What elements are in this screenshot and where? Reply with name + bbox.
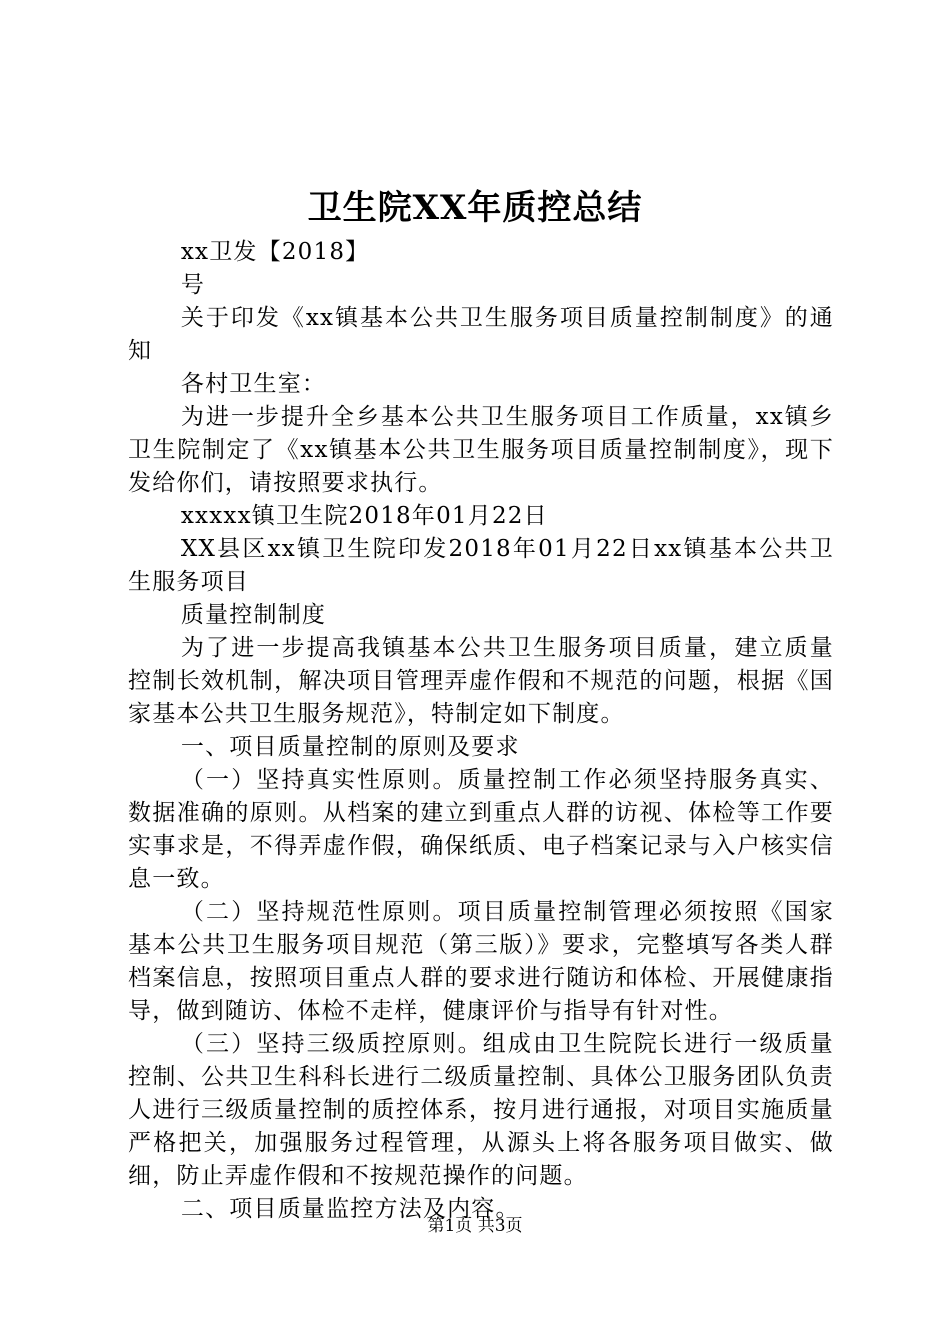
principle-2: （二）坚持规范性原则。项目质量控制管理必须按照《国家基本公共卫生服务项目规范（第三版）》要求，完整填写各类人群档案信息，按照项目重点人群的要求进行随访和体检、开展健康指导，做到随访、体检不走样，健康评价与指导有针对性。 — [128, 899, 834, 1024]
addressee: 各村卫生室： — [180, 371, 327, 397]
doc-number-suffix: 号 — [180, 272, 206, 298]
system-title: 质量控制制度 — [180, 602, 327, 628]
issuer-date: xxxxx镇卫生院2018年01月22日 — [180, 503, 548, 529]
section-heading-1: 一、项目质量控制的原则及要求 — [180, 734, 520, 760]
page-number: 第1页 共3页 — [427, 1216, 523, 1236]
notice-heading: 关于印发《xx镇基本公共卫生服务项目质量控制制度》的通知 — [128, 305, 834, 364]
document-body — [128, 236, 834, 1226]
issuance-line: XX县区xx镇卫生院印发2018年01月22日xx镇基本公共卫生服务项目 — [128, 536, 834, 595]
principle-1: （一）坚持真实性原则。质量控制工作必须坚持服务真实、数据准确的原则。从档案的建立到重点人群的访视、体检等工作要实事求是，不得弄虚作假，确保纸质、电子档案记录与入户核实信息一致。 — [128, 767, 834, 892]
principle-3: （三）坚持三级质控原则。组成由卫生院院长进行一级质量控制、公共卫生科科长进行二级质量控制、具体公卫服务团队负责人进行三级质量控制的质控体系，按月进行通报，对项目实施质量严格把关，加强服务过程管理，从源头上将各服务项目做实、做细，防止弄虚作假和不按规范操作的问题。 — [128, 1031, 834, 1189]
notice-paragraph: 为进一步提升全乡基本公共卫生服务项目工作质量，xx镇乡卫生院制定了《xx镇基本公共卫生服务项目质量控制制度》，现下发给你们，请按照要求执行。 — [128, 404, 834, 496]
document-title: 卫生院XX年质控总结 — [307, 188, 643, 228]
section-heading-2: 二、项目质量监控方法及内容。 — [180, 1196, 520, 1222]
doc-number-line: xx卫发【2018】 — [180, 239, 370, 265]
intro-paragraph: 为了进一步提高我镇基本公共卫生服务项目质量，建立质量控制长效机制，解决项目管理弄虚作假和不规范的问题，根据《国家基本公共卫生服务规范》，特制定如下制度。 — [128, 635, 834, 727]
